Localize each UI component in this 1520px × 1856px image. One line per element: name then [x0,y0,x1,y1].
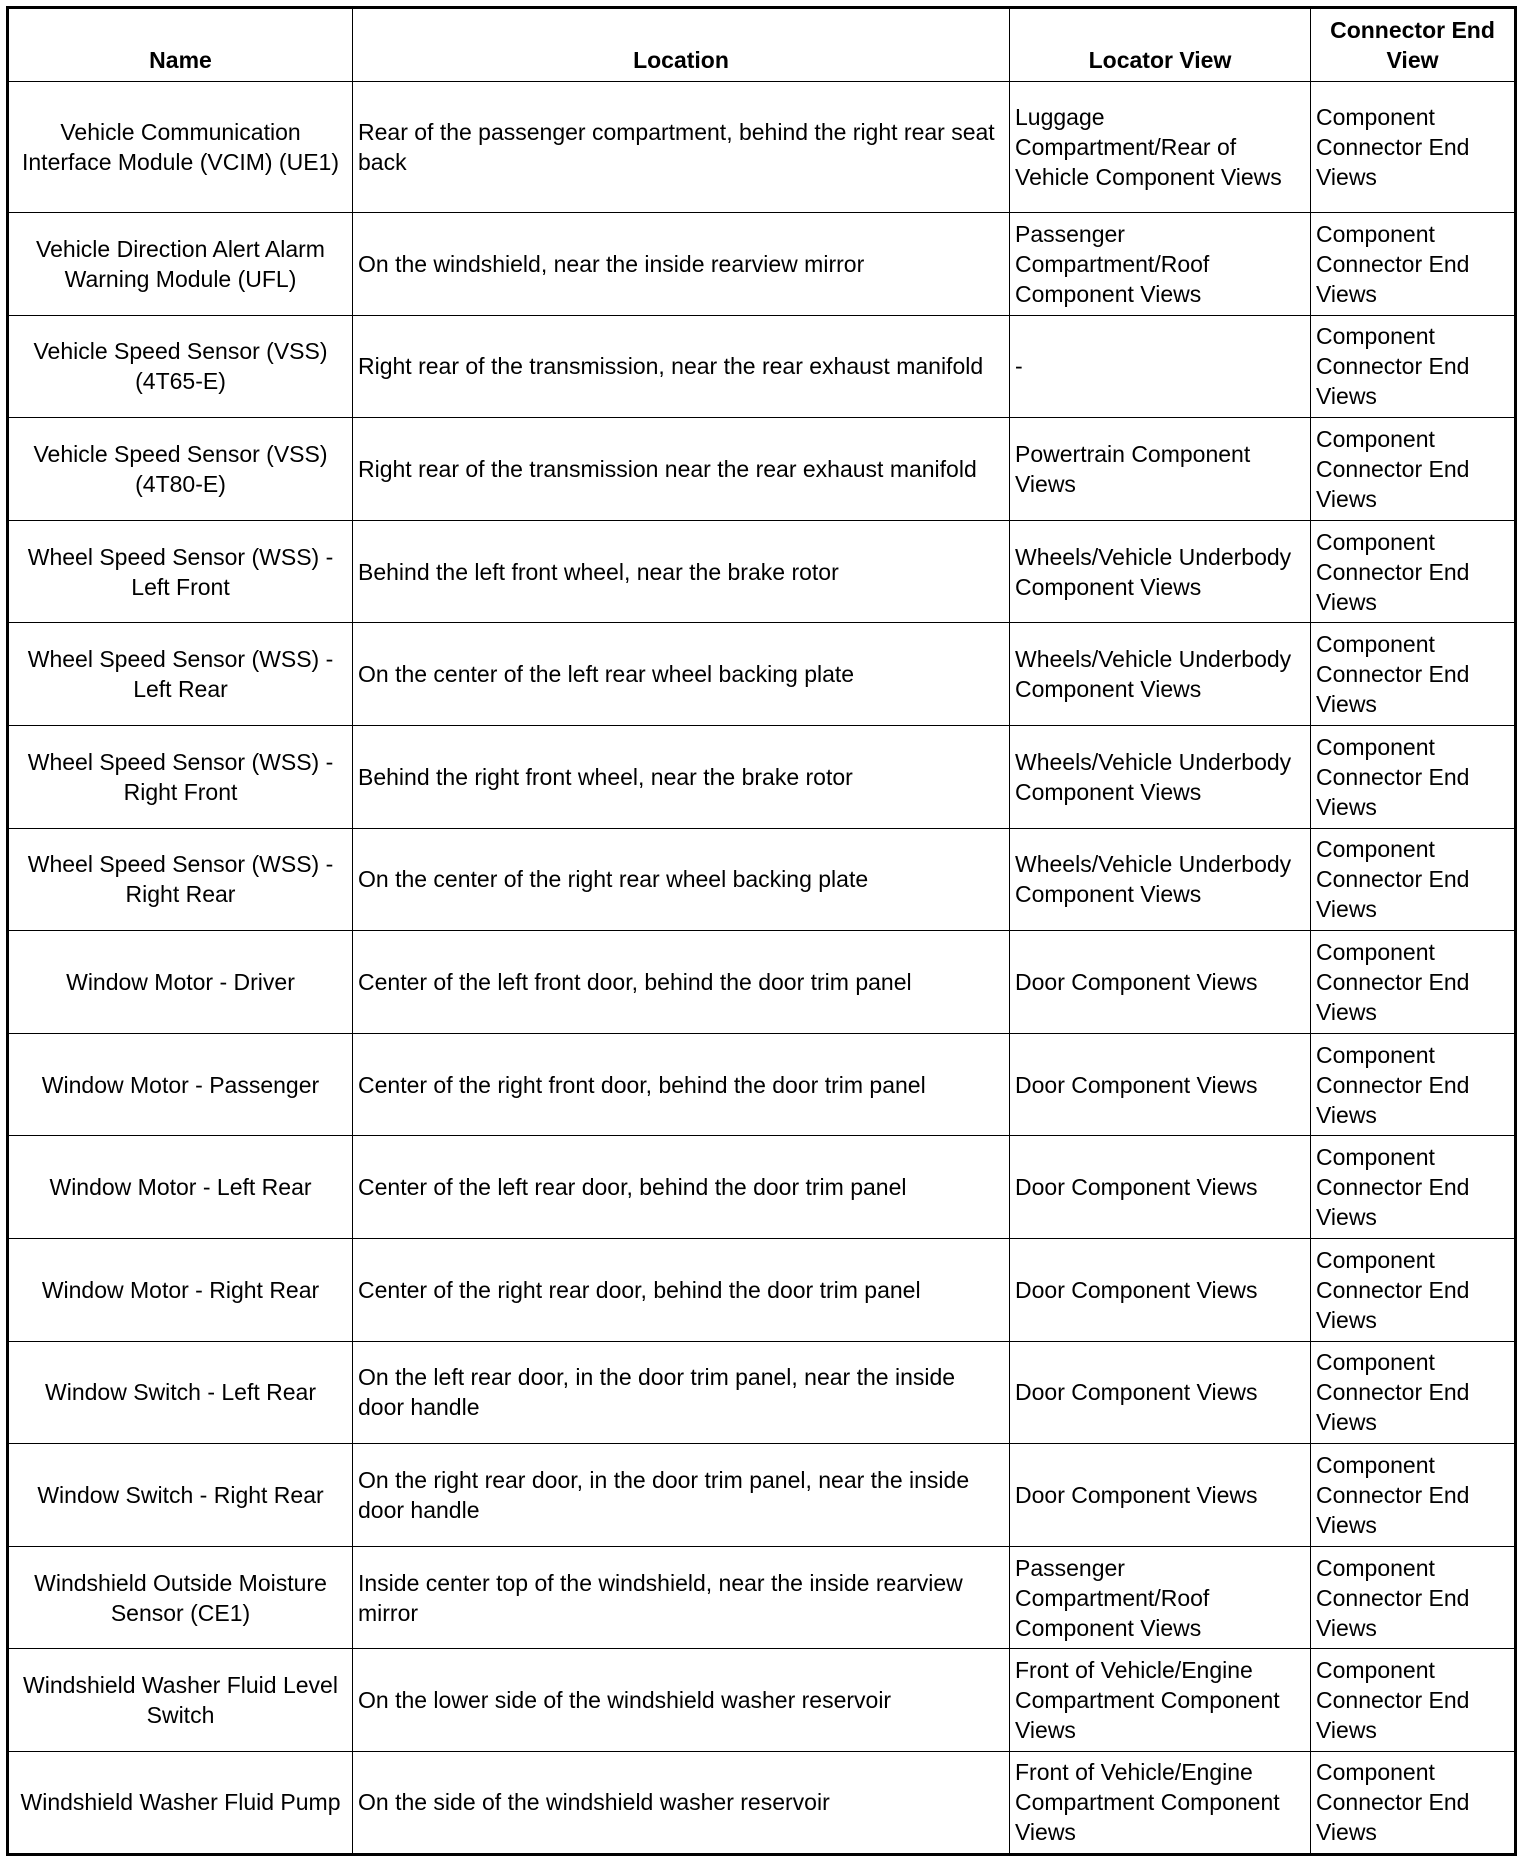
cell-location: On the left rear door, in the door trim panel, near the inside door handle [353,1341,1010,1444]
cell-name: Wheel Speed Sensor (WSS) - Left Front [8,520,353,623]
table-row [8,1546,1516,1649]
table-row [8,1136,1516,1239]
cell-connector-end-view: Component Connector End Views [1311,1751,1516,1854]
cell-connector-end-view: Component Connector End Views [1311,1238,1516,1341]
header-row [8,8,1516,82]
cell-location: Inside center top of the windshield, near the inside rearview mirror [353,1546,1010,1649]
table-row [8,418,1516,521]
cell-name: Windshield Outside Moisture Sensor (CE1) [8,1546,353,1649]
table-row [8,623,1516,726]
cell-locator-view: Door Component Views [1010,1341,1311,1444]
cell-connector-end-view: Component Connector End Views [1311,725,1516,828]
table-row [8,1649,1516,1752]
cell-connector-end-view: Component Connector End Views [1311,1341,1516,1444]
cell-name: Wheel Speed Sensor (WSS) - Right Rear [8,828,353,931]
cell-name: Vehicle Speed Sensor (VSS) (4T65-E) [8,315,353,418]
cell-connector-end-view: Component Connector End Views [1311,1649,1516,1752]
cell-connector-end-view: Component Connector End Views [1311,213,1516,316]
table-row [8,1033,1516,1136]
cell-location: On the center of the right rear wheel backing plate [353,828,1010,931]
cell-location: Right rear of the transmission, near the rear exhaust manifold [353,315,1010,418]
table-row [8,520,1516,623]
cell-connector-end-view: Component Connector End Views [1311,1546,1516,1649]
cell-location: Rear of the passenger compartment, behind the right rear seat back [353,82,1010,213]
cell-connector-end-view: Component Connector End Views [1311,315,1516,418]
cell-locator-view: Wheels/Vehicle Underbody Component Views [1010,828,1311,931]
cell-connector-end-view: Component Connector End Views [1311,1444,1516,1547]
cell-name: Wheel Speed Sensor (WSS) - Left Rear [8,623,353,726]
table-row [8,315,1516,418]
cell-locator-view: Door Component Views [1010,1033,1311,1136]
cell-name: Window Motor - Passenger [8,1033,353,1136]
table-row [8,1444,1516,1547]
cell-locator-view: Door Component Views [1010,1136,1311,1239]
table-row [8,1238,1516,1341]
cell-connector-end-view: Component Connector End Views [1311,828,1516,931]
cell-location: Center of the left front door, behind the door trim panel [353,931,1010,1034]
cell-location: On the center of the left rear wheel backing plate [353,623,1010,726]
cell-name: Vehicle Direction Alert Alarm Warning Module (UFL) [8,213,353,316]
cell-location: Behind the left front wheel, near the brake rotor [353,520,1010,623]
cell-name: Window Switch - Left Rear [8,1341,353,1444]
cell-locator-view: Luggage Compartment/Rear of Vehicle Component Views [1010,82,1311,213]
cell-location: Right rear of the transmission near the rear exhaust manifold [353,418,1010,521]
table-header [8,8,1516,82]
cell-name: Windshield Washer Fluid Pump [8,1751,353,1854]
table-row [8,725,1516,828]
cell-connector-end-view: Component Connector End Views [1311,520,1516,623]
cell-locator-view: Powertrain Component Views [1010,418,1311,521]
cell-connector-end-view: Component Connector End Views [1311,82,1516,213]
cell-connector-end-view: Component Connector End Views [1311,418,1516,521]
cell-connector-end-view: Component Connector End Views [1311,931,1516,1034]
table-body [8,82,1516,1855]
cell-connector-end-view: Component Connector End Views [1311,1136,1516,1239]
component-locator-table [6,6,1517,1856]
cell-location: On the side of the windshield washer reservoir [353,1751,1010,1854]
cell-locator-view: Passenger Compartment/Roof Component Views [1010,213,1311,316]
header-location: Location [353,8,1010,82]
cell-name: Wheel Speed Sensor (WSS) - Right Front [8,725,353,828]
cell-location: On the lower side of the windshield washer reservoir [353,1649,1010,1752]
table-row [8,1751,1516,1854]
cell-locator-view: - [1010,315,1311,418]
cell-name: Window Motor - Left Rear [8,1136,353,1239]
cell-name: Vehicle Communication Interface Module (VCIM) (UE1) [8,82,353,213]
cell-locator-view: Wheels/Vehicle Underbody Component Views [1010,725,1311,828]
cell-locator-view: Wheels/Vehicle Underbody Component Views [1010,520,1311,623]
table-row [8,213,1516,316]
cell-connector-end-view: Component Connector End Views [1311,1033,1516,1136]
header-connector-end-view: Connector End View [1311,8,1516,82]
table-row [8,1341,1516,1444]
cell-location: Center of the left rear door, behind the door trim panel [353,1136,1010,1239]
cell-name: Window Motor - Right Rear [8,1238,353,1341]
cell-locator-view: Wheels/Vehicle Underbody Component Views [1010,623,1311,726]
cell-name: Vehicle Speed Sensor (VSS) (4T80-E) [8,418,353,521]
table-row [8,828,1516,931]
header-name: Name [8,8,353,82]
cell-locator-view: Front of Vehicle/Engine Compartment Component Views [1010,1751,1311,1854]
cell-location: On the windshield, near the inside rearview mirror [353,213,1010,316]
table-row [8,82,1516,213]
cell-location: Behind the right front wheel, near the brake rotor [353,725,1010,828]
cell-locator-view: Door Component Views [1010,1238,1311,1341]
table-row [8,931,1516,1034]
cell-name: Windshield Washer Fluid Level Switch [8,1649,353,1752]
cell-name: Window Motor - Driver [8,931,353,1034]
cell-locator-view: Front of Vehicle/Engine Compartment Component Views [1010,1649,1311,1752]
cell-connector-end-view: Component Connector End Views [1311,623,1516,726]
header-locator-view: Locator View [1010,8,1311,82]
cell-location: Center of the right rear door, behind the door trim panel [353,1238,1010,1341]
cell-locator-view: Passenger Compartment/Roof Component Views [1010,1546,1311,1649]
cell-location: On the right rear door, in the door trim panel, near the inside door handle [353,1444,1010,1547]
cell-locator-view: Door Component Views [1010,931,1311,1034]
cell-name: Window Switch - Right Rear [8,1444,353,1547]
cell-locator-view: Door Component Views [1010,1444,1311,1547]
cell-location: Center of the right front door, behind the door trim panel [353,1033,1010,1136]
